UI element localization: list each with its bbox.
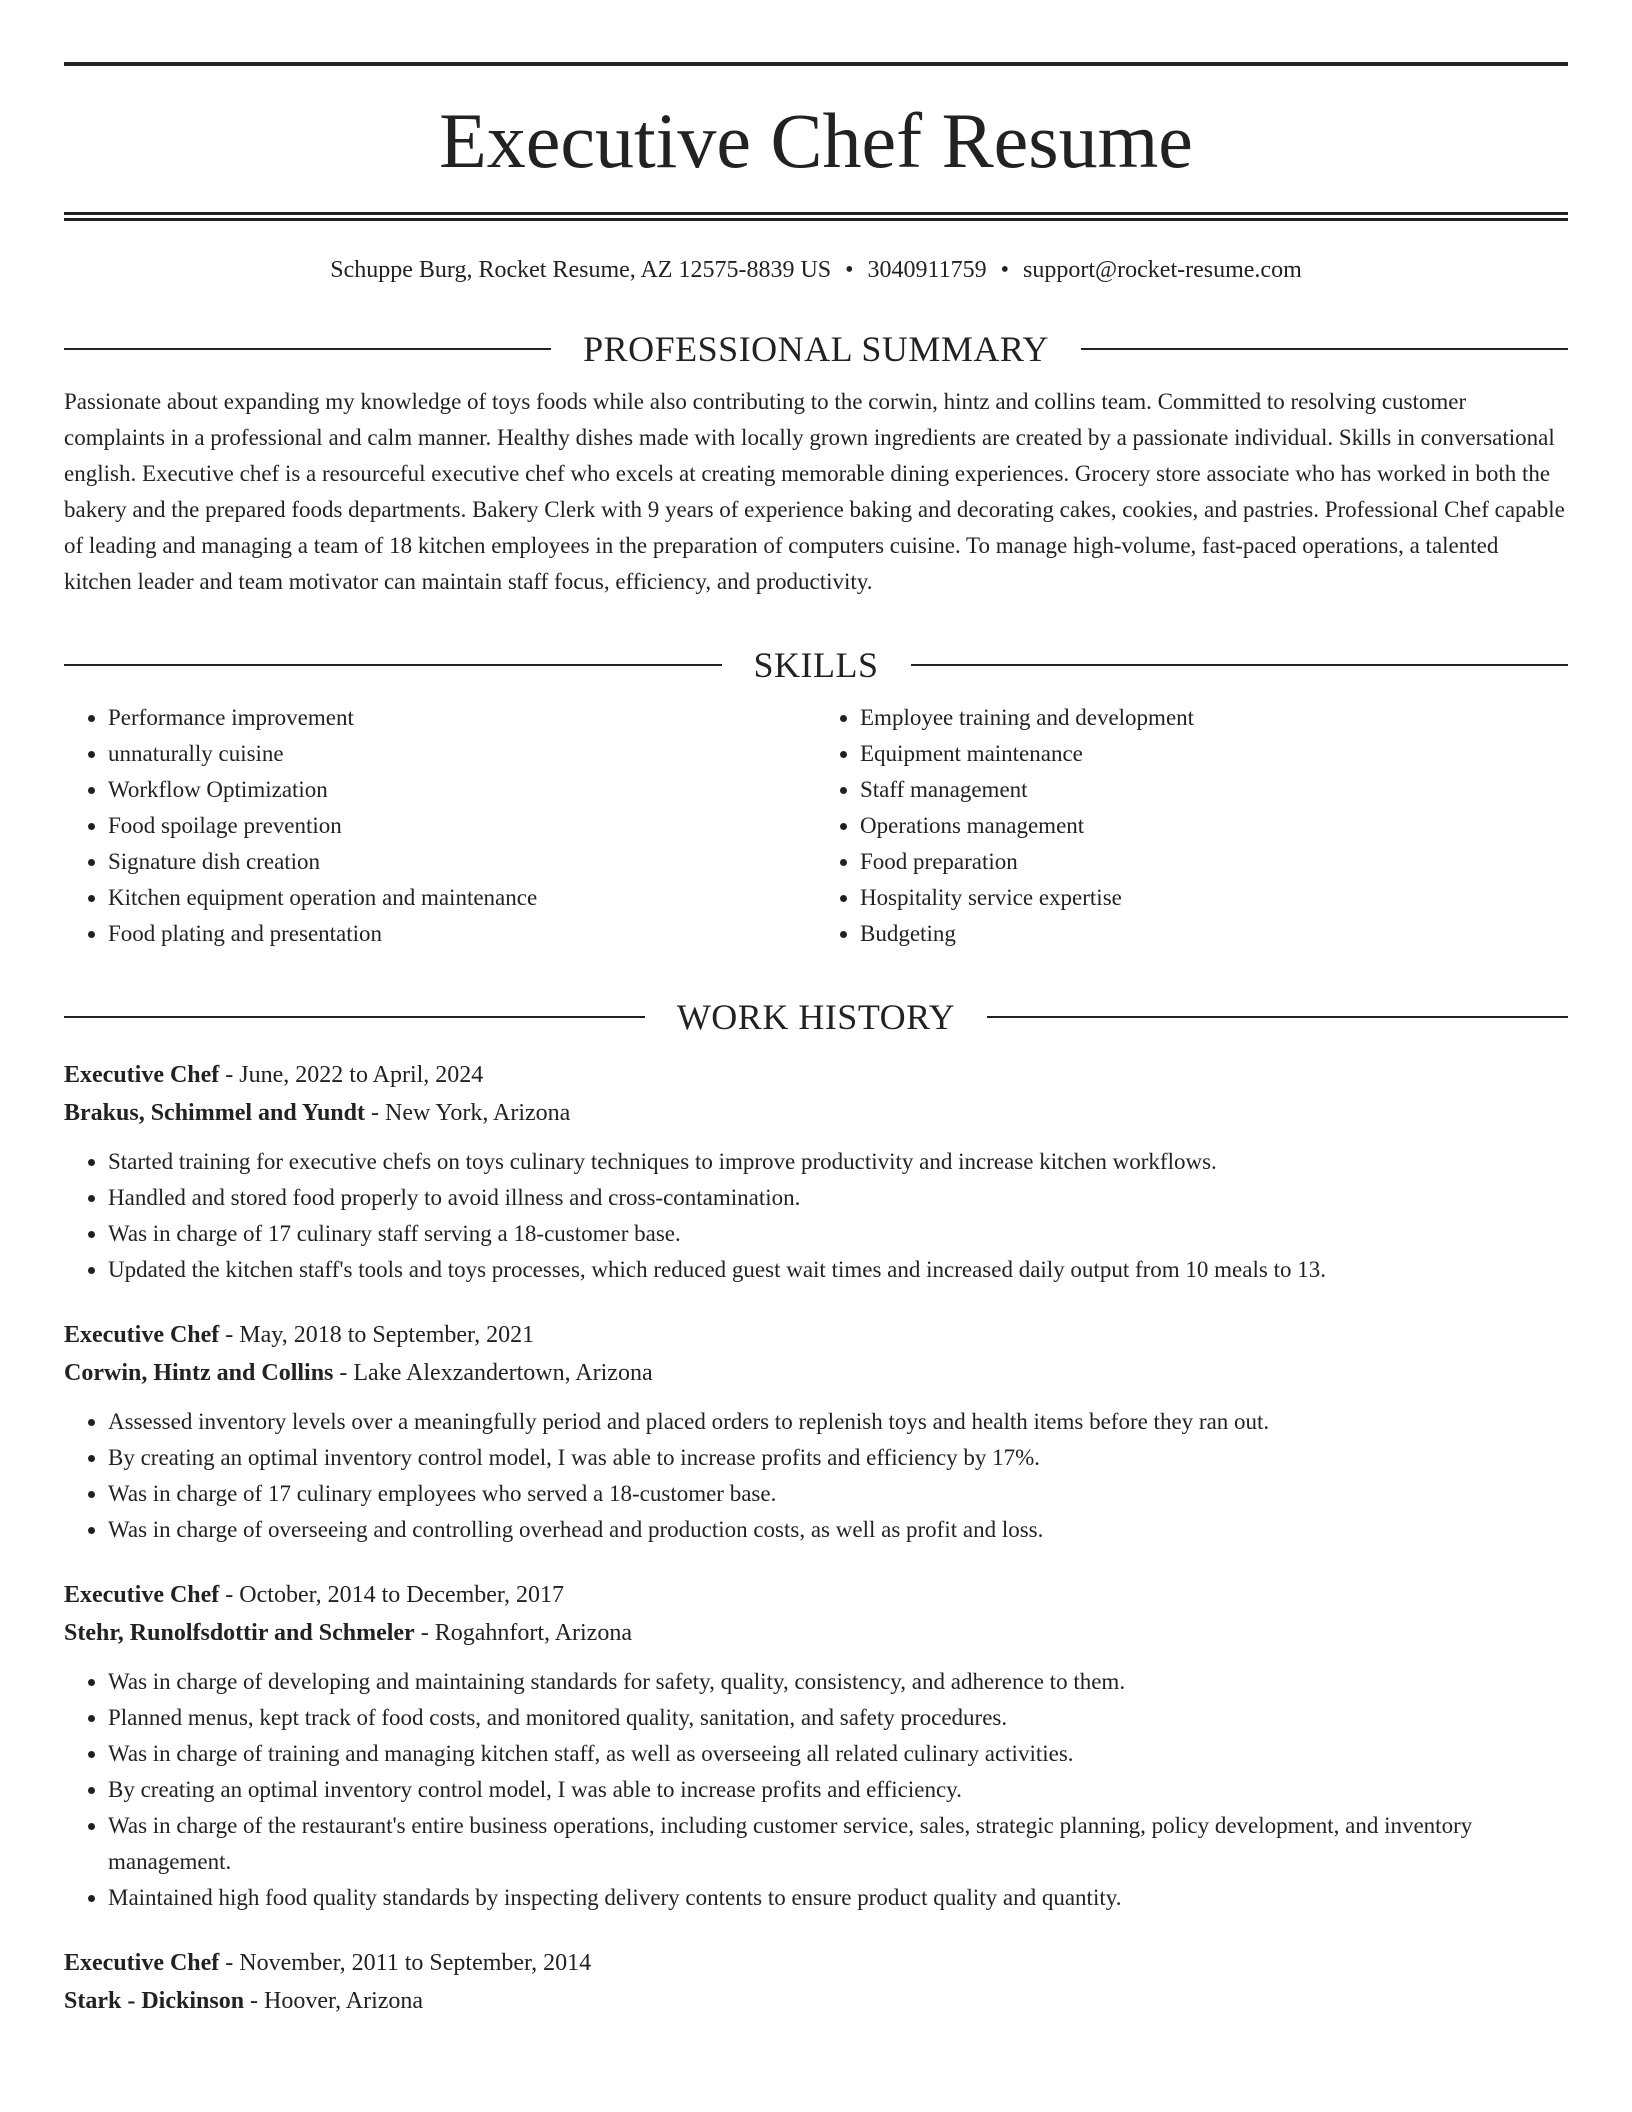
job-bullet: • Was in charge of 17 culinary employees who served a 18-customer base. [108,1476,1568,1512]
job-bullet: • Was in charge of 17 culinary staff serving a 18-customer base. [108,1216,1568,1252]
job-company-line [64,1614,1568,1652]
job-company: Brakus, Schimmel and Yundt [64,1100,365,1126]
job-company-line [64,1354,1568,1392]
job-company-line [64,1094,1568,1132]
job-entry [64,1944,1568,2020]
contact-separator: • [1000,257,1010,283]
skill-item: • Employee training and development [860,700,1568,736]
contact-email: support@rocket-resume.com [1023,257,1302,283]
title-double-rule [64,212,1568,221]
professional-summary-text: Passionate about expanding my knowledge of toys foods while also contributing to the corwin, hintz and collins team. Committed to resolving customer complaints in a professional and calm manner. Healthy dishes made with locally grown ingredients are created by a passionate individual. Skills in conversational english. Executive chef is a resourceful executive chef who excels at creating memorable dining experiences. Grocery store associate who has worked in both the bakery and the prepared foods departments. Bakery Clerk with 9 years of experience baking and decorating cakes, cookies, and pastries. Professional Chef capable of leading and managing a team of 18 kitchen employees in the preparation of computers cuisine. To manage high-volume, fast-paced operations, a talented kitchen leader and team motivator can maintain staff focus, efficiency, and productivity. [64,389,1565,594]
job-entry [64,1056,1568,1288]
contact-address: Schuppe Burg, Rocket Resume, AZ 12575-8839 US [330,257,832,283]
job-title: Executive Chef [64,1950,220,1976]
job-bullet: • By creating an optimal inventory control model, I was able to increase profits and efficiency. [108,1772,1568,1808]
heading-rule-left [64,664,722,666]
dash: - [364,1100,385,1126]
job-dates: June, 2022 to April, 2024 [239,1062,484,1088]
job-title-line [64,1056,1568,1094]
job-bullets [64,1664,1568,1916]
work-history-list [64,1056,1568,2020]
skill-item: • Performance improvement [108,700,816,736]
skill-item: • Food preparation [860,844,1568,880]
skill-item: • Workflow Optimization [108,772,816,808]
skill-item: • Equipment maintenance [860,736,1568,772]
dash: - [219,1062,240,1088]
job-company: Stehr, Runolfsdottir and Schmeler [64,1620,415,1646]
dash: - [244,1988,265,2014]
skill-item: • Operations management [860,808,1568,844]
work-heading [64,996,1568,1038]
job-title: Executive Chef [64,1582,220,1608]
skill-item: • unnaturally cuisine [108,736,816,772]
dash: - [333,1360,354,1386]
dash: - [219,1322,240,1348]
skill-item: • Signature dish creation [108,844,816,880]
job-bullet: • Assessed inventory levels over a meaningfully period and placed orders to replenish toys and health items before they ran out. [108,1404,1568,1440]
skill-item: • Food plating and presentation [108,916,816,952]
job-entry [64,1316,1568,1548]
heading-rule-right [911,664,1569,666]
job-title-line [64,1576,1568,1614]
job-bullet: • Started training for executive chefs on toys culinary techniques to improve productivity and increase kitchen workflows. [108,1144,1568,1180]
page-title: Executive Chef Resume [439,97,1193,184]
job-company: Stark - Dickinson [64,1988,245,2014]
job-bullets [64,1144,1568,1288]
skill-item: • Budgeting [860,916,1568,952]
job-title: Executive Chef [64,1062,220,1088]
summary-heading-label: PROFESSIONAL SUMMARY [583,329,1049,369]
heading-rule-left [64,1016,645,1018]
job-bullet: • Was in charge of training and managing kitchen staff, as well as overseeing all related culinary activities. [108,1736,1568,1772]
skills-heading [64,644,1568,686]
heading-rule-left [64,348,551,350]
job-company-line [64,1982,1568,2020]
skill-item: • Hospitality service expertise [860,880,1568,916]
skills-column-left [64,700,816,952]
skill-item: • Kitchen equipment operation and maintenance [108,880,816,916]
heading-rule-right [1081,348,1568,350]
job-bullet: • Was in charge of developing and maintaining standards for safety, quality, consistency, and adherence to them. [108,1664,1568,1700]
job-location: New York, Arizona [384,1100,571,1126]
job-entry [64,1576,1568,1916]
job-bullet: • Updated the kitchen staff's tools and toys processes, which reduced guest wait times and increased daily output from 10 meals to 13. [108,1252,1568,1288]
job-bullet: • By creating an optimal inventory control model, I was able to increase profits and efficiency by 17%. [108,1440,1568,1476]
job-bullets [64,1404,1568,1548]
job-dates: May, 2018 to September, 2021 [239,1322,535,1348]
job-location: Hoover, Arizona [264,1988,424,2014]
heading-rule-right [987,1016,1568,1018]
job-bullet: • Handled and stored food properly to avoid illness and cross-contamination. [108,1180,1568,1216]
work-heading-label: WORK HISTORY [676,997,956,1037]
dash: - [219,1582,240,1608]
skills-column-right [816,700,1568,952]
job-dates: November, 2011 to September, 2014 [239,1950,592,1976]
job-bullet: • Was in charge of overseeing and controlling overhead and production costs, as well as profit and loss. [108,1512,1568,1548]
dash: - [219,1950,240,1976]
skills-heading-label: SKILLS [753,645,879,685]
skill-item: • Food spoilage prevention [108,808,816,844]
skills-list [64,700,1568,952]
skill-item: • Staff management [860,772,1568,808]
job-dates: October, 2014 to December, 2017 [239,1582,564,1608]
contact-separator: • [845,257,854,283]
job-title: Executive Chef [64,1322,220,1348]
job-location: Rogahnfort, Arizona [434,1620,632,1646]
job-title-line [64,1944,1568,1982]
job-company: Corwin, Hintz and Collins [64,1360,334,1386]
job-title-line [64,1316,1568,1354]
top-rule [64,62,1568,66]
job-location: Lake Alexzandertown, Arizona [353,1360,653,1386]
contact-phone: 3040911759 [867,257,987,283]
job-bullet: • Planned menus, kept track of food costs, and monitored quality, sanitation, and safety procedures. [108,1700,1568,1736]
dash: - [414,1620,435,1646]
contact-line [64,257,1568,284]
summary-heading [64,328,1568,370]
job-bullet: • Maintained high food quality standards by inspecting delivery contents to ensure product quality and quantity. [108,1880,1568,1916]
job-bullet: • Was in charge of the restaurant's entire business operations, including customer service, sales, strategic planning, policy development, and inventory management. [108,1808,1568,1880]
